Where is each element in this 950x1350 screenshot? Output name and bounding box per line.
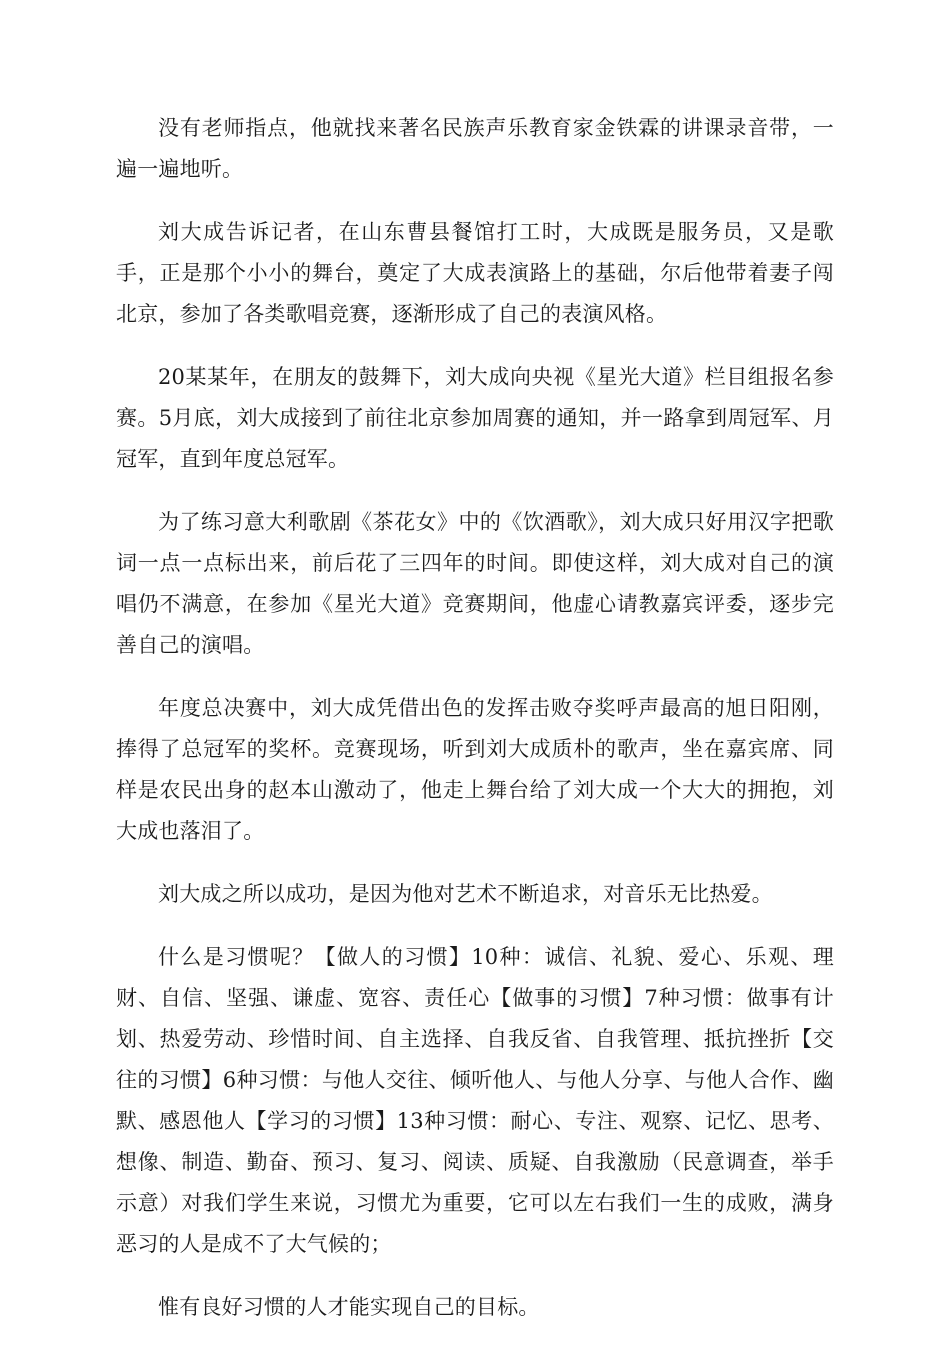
paragraph-6: 刘大成之所以成功，是因为他对艺术不断追求，对音乐无比热爱。	[158, 882, 773, 906]
paragraph-4: 为了练习意大利歌剧《茶花女》中的《饮酒歌》，刘大成只好用汉字把歌词一点一点标出来，前后花了三四年的时间。即使这样，刘大成对自己的演唱仍不满意，在参加《星光大道》竞赛期间，他虚心请教嘉宾评委，逐步完善自己的演唱。	[116, 510, 834, 657]
paragraph-8: 惟有良好习惯的人才能实现自己的目标。	[158, 1295, 540, 1319]
paragraph-1: 没有老师指点，他就找来著名民族声乐教育家金铁霖的讲课录音带，一遍一遍地听。	[116, 116, 834, 181]
document-body	[116, 108, 834, 1350]
paragraph-2: 刘大成告诉记者，在山东曹县餐馆打工时，大成既是服务员，又是歌手，正是那个小小的舞台，奠定了大成表演路上的基础，尔后他带着妻子闯北京，参加了各类歌唱竞赛，逐渐形成了自己的表演风格。	[116, 220, 834, 326]
paragraph-7: 什么是习惯呢？【做人的习惯】10种：诚信、礼貌、爱心、乐观、理财、自信、坚强、谦虚、宽容、责任心【做事的习惯】7种习惯：做事有计划、热爱劳动、珍惜时间、自主选择、自我反省、自我管理、抵抗挫折【交往的习惯】6种习惯：与他人交往、倾听他人、与他人分享、与他人合作、幽默、感恩他人【学习的习惯】13种习惯：耐心、专注、观察、记忆、思考、想像、制造、勤奋、预习、复习、阅读、质疑、自我激励（民意调查，举手示意）对我们学生来说，习惯尤为重要，它可以左右我们一生的成败，满身恶习的人是成不了大气候的；	[116, 945, 834, 1256]
paragraph-5: 年度总决赛中，刘大成凭借出色的发挥击败夺奖呼声最高的旭日阳刚，捧得了总冠军的奖杯。竞赛现场，听到刘大成质朴的歌声，坐在嘉宾席、同样是农民出身的赵本山激动了，他走上舞台给了刘大成一个大大的拥抱，刘大成也落泪了。	[116, 696, 834, 843]
paragraph-3: 20某某年，在朋友的鼓舞下，刘大成向央视《星光大道》栏目组报名参赛。5月底，刘大成接到了前往北京参加周赛的通知，并一路拿到周冠军、月冠军，直到年度总冠军。	[116, 365, 834, 471]
